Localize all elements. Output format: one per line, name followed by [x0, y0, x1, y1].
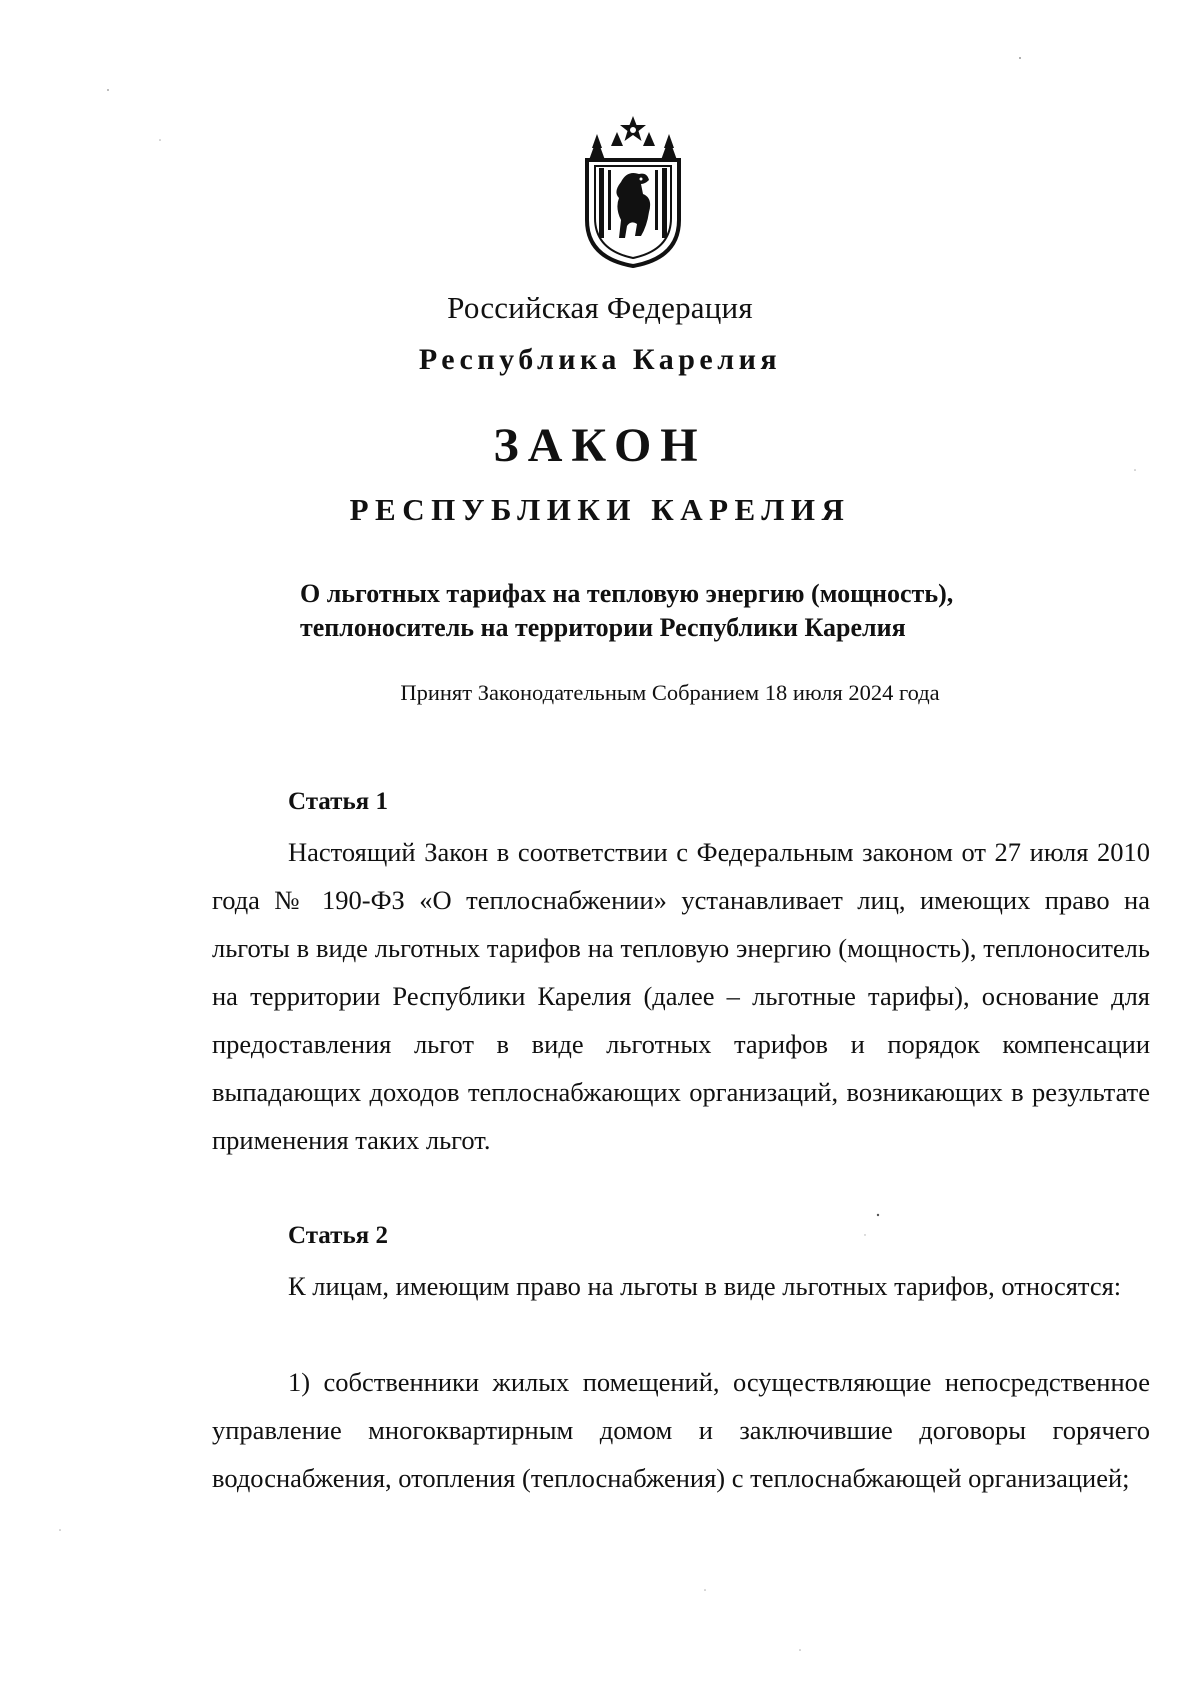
law-title-line-1: О льготных тарифах на тепловую энергию (мощность),: [300, 579, 954, 608]
adoption-note: Принят Законодательным Собранием 18 июля 2024 года: [400, 680, 940, 705]
law-title-line-2: теплоноситель на территории Республики Карелия: [300, 613, 906, 642]
article-1-paragraph-1: Настоящий Закон в соответствии с Федеральным законом от 27 июля 2010 года № 190-ФЗ «О теплоснабжении» устанавливает лиц, имеющих право на льготы в виде льготных тарифов на тепловую энергию (мощность), теплоноситель на территории Республики Карелия (далее – льготные тарифы), основание для предоставления льгот в виде льготных тарифов и порядок компенсации выпадающих доходов теплоснабжающих организаций, возникающих в результате применения таких льгот.: [212, 837, 1150, 1155]
article-1-heading: Статья 1: [288, 788, 388, 815]
document-type: ЗАКОН: [493, 419, 707, 472]
republic-name: Республика Карелия: [418, 343, 782, 376]
country-name: Российская Федерация: [447, 290, 753, 325]
article-2-paragraph-1: К лицам, имеющим право на льготы в виде льготных тарифов, относятся:: [288, 1271, 1122, 1301]
document-subtype: РЕСПУБЛИКИ КАРЕЛИЯ: [349, 492, 851, 527]
law-title: [300, 577, 954, 645]
article-2-item-1: 1) собственники жилых помещений, осуществляющие непосредственное управление многоквартирным домом и заключившие договоры горячего водоснабжения, отопления (теплоснабжения) с теплоснабжающей организацией;: [212, 1367, 1150, 1493]
article-2-heading: Статья 2: [288, 1222, 388, 1249]
karelia-coat-of-arms-icon: [583, 108, 683, 268]
